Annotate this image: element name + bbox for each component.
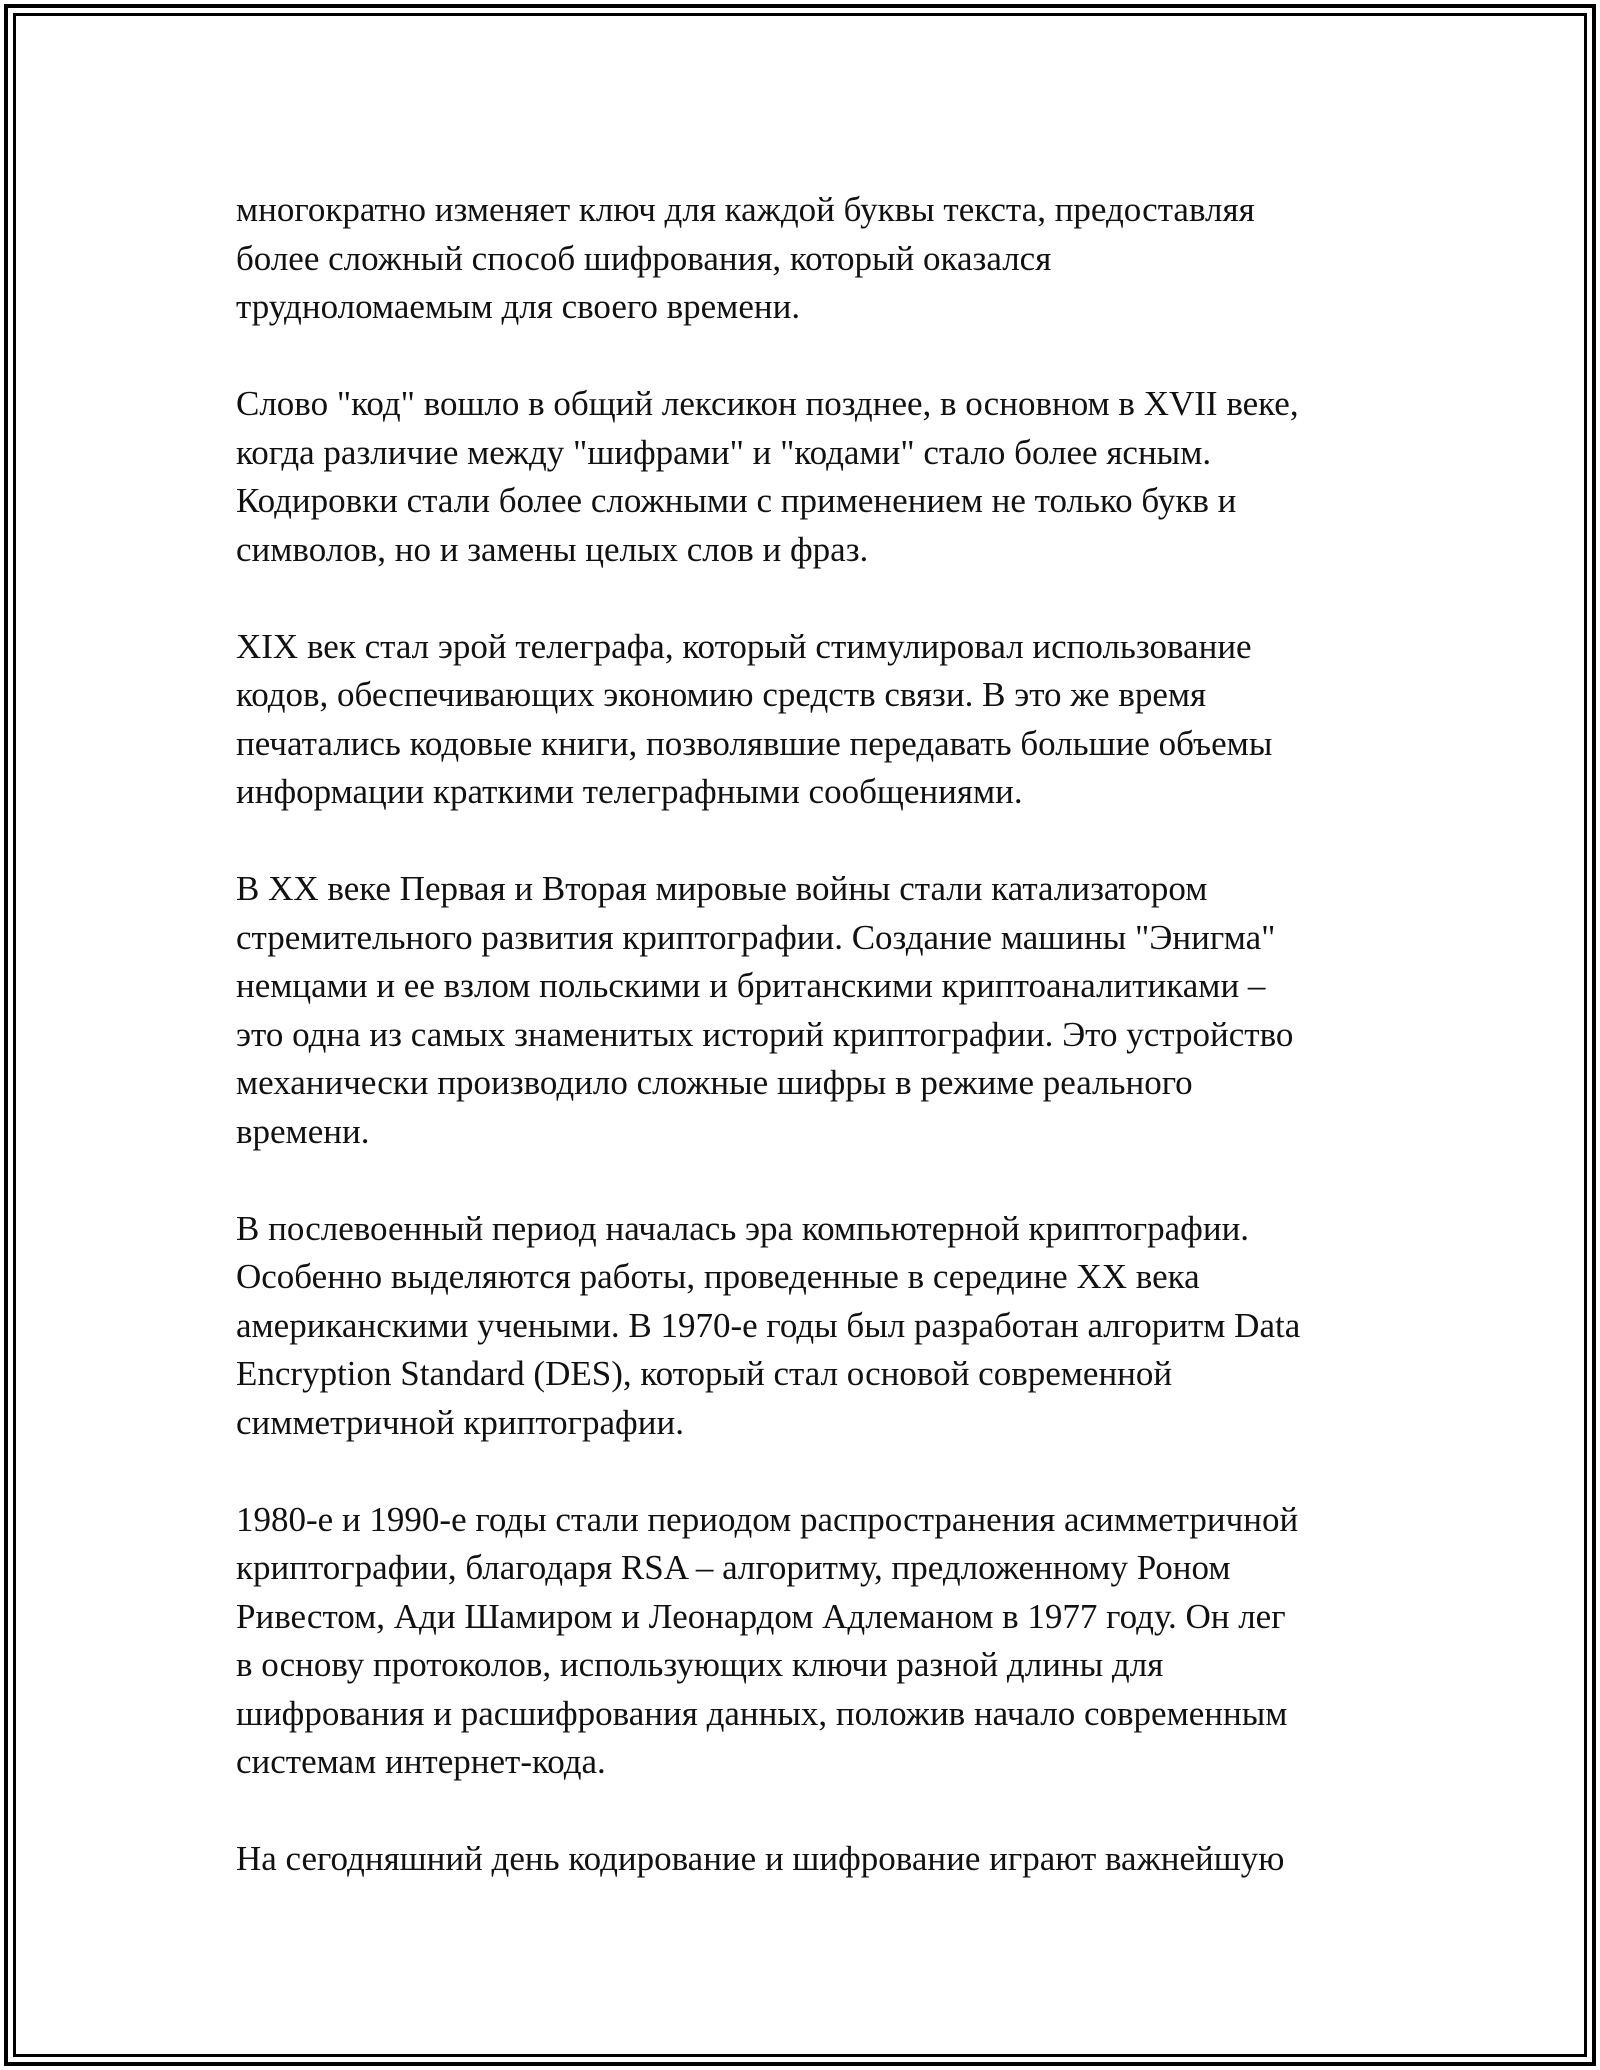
text-line: кодов, обеспечивающих экономию средств связи. В это же время <box>236 675 1207 714</box>
text-line: это одна из самых знаменитых историй криптографии. Это устройство <box>236 1014 1294 1054</box>
paragraph <box>236 1496 1416 1787</box>
paragraph <box>236 865 1416 1156</box>
paragraph <box>236 623 1416 817</box>
paragraph <box>236 380 1416 574</box>
text-line: американскими учеными. В 1970-е годы был разработан алгоритм Data <box>236 1305 1301 1345</box>
text-line: информации краткими телеграфными сообщениями. <box>236 772 1023 811</box>
text-line: Кодировки стали более сложными с применением не только букв и <box>236 481 1237 520</box>
text-line: Слово "код" вошло в общий лексикон позднее, в основном в XVII веке, <box>236 384 1299 423</box>
text-line: когда различие между "шифрами" и "кодами" стало более ясным. <box>236 432 1212 472</box>
text-line: более сложный способ шифрования, который оказался <box>236 238 1052 278</box>
text-line: Особенно выделяются работы, проведенные в середине XX века <box>236 1257 1200 1296</box>
text-line: шифрования и расшифрования данных, положив начало современным <box>236 1693 1288 1733</box>
text-line: немцами и ее взлом польскими и британскими криптоаналитиками – <box>236 966 1266 1005</box>
text-line: Encryption Standard (DES), который стал основой современной <box>236 1354 1173 1393</box>
text-line: трудноломаемым для своего времени. <box>236 287 801 326</box>
text-line: симметричной криптографии. <box>236 1402 684 1442</box>
text-line: в основу протоколов, использующих ключи разной длины для <box>236 1645 1164 1684</box>
text-line: В XX веке Первая и Вторая мировые войны стали катализатором <box>236 869 1208 908</box>
text-line: 1980-е и 1990-е годы стали периодом распространения асимметричной <box>236 1499 1299 1539</box>
document-body <box>236 186 1416 1932</box>
text-line: стремительного развития криптографии. Создание машины "Энигма" <box>236 917 1276 957</box>
paragraph <box>236 186 1416 332</box>
text-line: печатались кодовые книги, позволявшие передавать большие объемы <box>236 723 1273 763</box>
text-line: Ривестом, Ади Шамиром и Леонардом Адлеманом в 1977 году. Он лег <box>236 1596 1286 1636</box>
paragraph <box>236 1835 1416 1884</box>
text-line: На сегодняшний день кодирование и шифрование играют важнейшую <box>236 1839 1285 1878</box>
text-line: системам интернет-кода. <box>236 1742 606 1781</box>
paragraph <box>236 1205 1416 1448</box>
text-line: В послевоенный период началась эра компьютерной криптографии. <box>236 1208 1250 1248</box>
text-line: XIX век стал эрой телеграфа, который стимулировал использование <box>236 626 1252 666</box>
text-line: времени. <box>236 1111 370 1151</box>
text-line: многократно изменяет ключ для каждой буквы текста, предоставляя <box>236 190 1255 229</box>
text-line: механически производило сложные шифры в режиме реального <box>236 1063 1193 1102</box>
text-line: криптографии, благодаря RSA – алгоритму, предложенному Роном <box>236 1548 1231 1587</box>
text-line: символов, но и замены целых слов и фраз. <box>236 529 869 569</box>
